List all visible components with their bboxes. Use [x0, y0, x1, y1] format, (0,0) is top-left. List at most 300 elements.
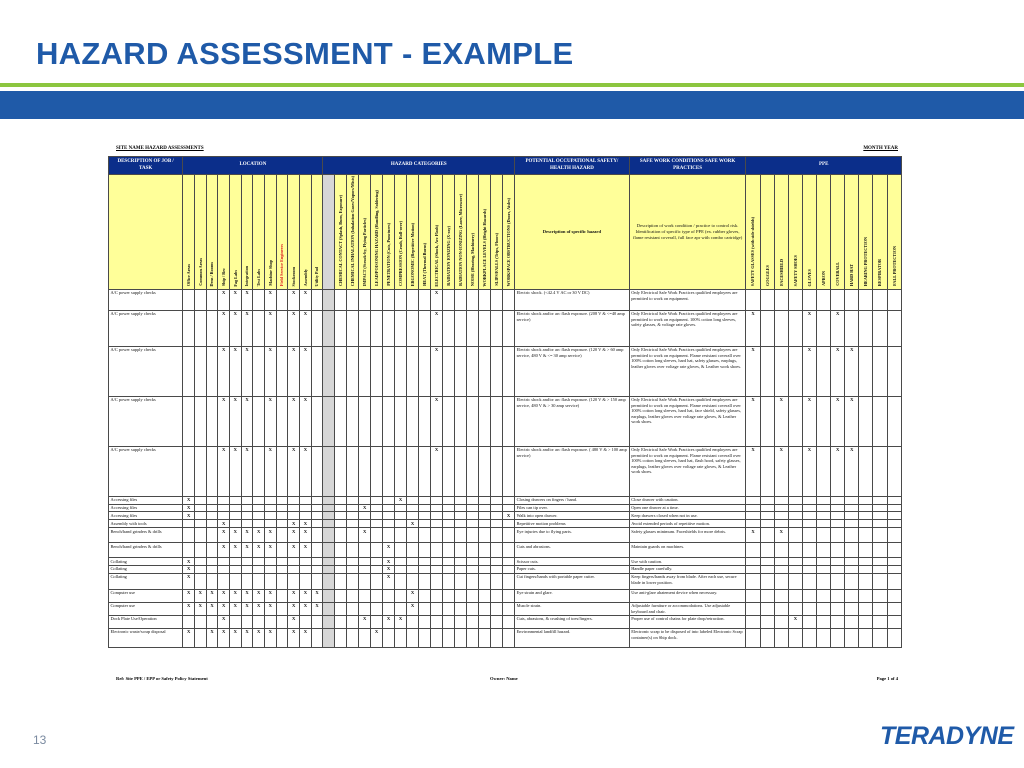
location-mark: [241, 565, 253, 573]
hazard-category-label: PENETRATION (Cuts, Punctures): [385, 223, 391, 287]
hazard-mark: [419, 512, 431, 520]
hazard-mark: [371, 615, 383, 628]
location-mark: X: [229, 528, 241, 543]
column-header-hazard-category: [490, 175, 502, 290]
condition-cell: Adjustable furniture or accommodations. Use adjustable keyboard and chair.: [629, 602, 746, 615]
location-mark: [288, 573, 300, 589]
location-label: Test Labs: [256, 268, 262, 287]
table-row: [109, 565, 902, 573]
location-mark: X: [229, 602, 241, 615]
condition-cell: Close drawer with caution.: [629, 496, 746, 504]
ppe-mark: [831, 504, 845, 512]
ppe-mark: [887, 396, 901, 446]
location-mark: X: [229, 310, 241, 346]
column-header-location: [206, 175, 218, 290]
ppe-mark: [788, 512, 802, 520]
hazard-mark: [443, 446, 455, 496]
location-mark: [194, 446, 206, 496]
ppe-mark: [788, 504, 802, 512]
location-mark: [276, 512, 288, 520]
ppe-mark: [760, 565, 774, 573]
ppe-mark: [859, 504, 873, 512]
location-mark: X: [229, 589, 241, 602]
hazard-mark: [395, 543, 407, 558]
location-mark: X: [241, 346, 253, 396]
location-mark: [183, 543, 195, 558]
ppe-mark: [873, 396, 887, 446]
column-header-location: [229, 175, 241, 290]
location-mark: [276, 289, 288, 310]
hazard-mark: [431, 496, 443, 504]
column-header-hazard-category: [431, 175, 443, 290]
location-mark: X: [288, 289, 300, 310]
hazard-mark: [419, 446, 431, 496]
location-mark: [265, 520, 277, 528]
hazard-mark: [443, 543, 455, 558]
ppe-mark: [859, 446, 873, 496]
hazard-mark: [419, 504, 431, 512]
location-mark: [276, 528, 288, 543]
hazard-mark: X: [359, 504, 371, 512]
location-mark: X: [288, 615, 300, 628]
hazard-mark: [502, 520, 514, 528]
hazard-mark: [371, 543, 383, 558]
hazard-mark: [490, 496, 502, 504]
ppe-mark: [802, 543, 816, 558]
table-row: [109, 602, 902, 615]
ppe-mark: [774, 615, 788, 628]
hazard-mark: [359, 310, 371, 346]
hazard-mark: [371, 446, 383, 496]
document-header: [108, 146, 904, 156]
location-mark: [288, 504, 300, 512]
hazard-mark: [478, 446, 490, 496]
group-location: LOCATION: [183, 157, 323, 175]
ppe-mark: [859, 289, 873, 310]
hazard-mark: [454, 446, 466, 496]
ppe-mark: [873, 573, 887, 589]
location-mark: [206, 615, 218, 628]
separator-cell: [323, 504, 335, 512]
hazard-mark: [359, 602, 371, 615]
footer-page-number: Page 1 of 4: [876, 675, 898, 681]
location-label: Machine Shop: [267, 260, 273, 287]
location-mark: [206, 512, 218, 520]
hazard-mark: [347, 628, 359, 647]
hazard-assessment-table: [108, 156, 902, 648]
ppe-mark: [873, 528, 887, 543]
hazard-mark: X: [383, 543, 395, 558]
table-row: [109, 573, 902, 589]
location-mark: [253, 289, 265, 310]
column-header-ppe: [746, 175, 760, 290]
ppe-mark: [831, 496, 845, 504]
ppe-mark: [887, 602, 901, 615]
location-mark: X: [288, 543, 300, 558]
hazard-mark: [347, 615, 359, 628]
hazard-mark: [502, 589, 514, 602]
ppe-mark: [845, 573, 859, 589]
condition-cell: Only Electrical Safe Work Practices qualified employees are permitted to work on equipment. Flame resistant coverall over 100% cotton long sleeves, hard hat, flash hood, safety glasses, earplugs, leather gloves over voltage rate gloves, & Leather work shoes.: [629, 446, 746, 496]
location-mark: X: [265, 289, 277, 310]
location-mark: [253, 520, 265, 528]
location-mark: X: [288, 310, 300, 346]
location-mark: [183, 528, 195, 543]
ppe-mark: [817, 310, 831, 346]
hazard-mark: [490, 504, 502, 512]
column-header-hazard-category: [383, 175, 395, 290]
ppe-mark: X: [746, 396, 760, 446]
ppe-mark: [845, 565, 859, 573]
hazard-mark: [490, 512, 502, 520]
hazard-mark: [395, 520, 407, 528]
hazard-mark: [407, 528, 419, 543]
hazard-mark: X: [431, 289, 443, 310]
hazard-mark: [502, 496, 514, 504]
footer-reference: Ref: Site PPE / EPP or Safety Policy Statement: [116, 675, 208, 681]
location-mark: X: [300, 346, 312, 396]
hazard-mark: [466, 573, 478, 589]
location-mark: X: [241, 396, 253, 446]
location-mark: [253, 565, 265, 573]
hazard-mark: [347, 396, 359, 446]
hazard-category-label: IMPACT (Struck-by, Flying Particles): [361, 217, 367, 287]
hazard-category-label: CHEMICAL CONTACT (Splash, Burn, Exposure): [338, 195, 343, 287]
ppe-mark: [760, 589, 774, 602]
location-mark: X: [229, 346, 241, 396]
ppe-mark: [774, 520, 788, 528]
hazard-mark: [478, 396, 490, 446]
ppe-mark: [760, 615, 774, 628]
ppe-mark: [788, 446, 802, 496]
hazard-category-label: NOISE (Hearing, Machinery): [469, 233, 475, 287]
ppe-mark: [788, 543, 802, 558]
ppe-label: SAFETY GLASSES (with side shields): [750, 216, 756, 287]
ppe-mark: [831, 602, 845, 615]
location-label: Dens / Rooms: [209, 261, 215, 287]
group-safe-work-conditions: SAFE WORK CONDITIONS SAFE WORK PRACTICES: [629, 157, 746, 175]
hazard-mark: [431, 520, 443, 528]
location-mark: [229, 504, 241, 512]
hazard-mark: [419, 520, 431, 528]
hazard-mark: [383, 602, 395, 615]
hazard-mark: [454, 615, 466, 628]
ppe-mark: [746, 543, 760, 558]
hazard-mark: [335, 396, 347, 446]
ppe-mark: [887, 573, 901, 589]
hazard-mark: [478, 496, 490, 504]
hazard-mark: [431, 528, 443, 543]
location-mark: X: [253, 628, 265, 647]
hazard-description-cell: Electric shock. (<42.4 V AC or 30 V DC): [515, 289, 630, 310]
hazard-mark: [347, 504, 359, 512]
hazard-mark: [383, 396, 395, 446]
location-mark: X: [194, 589, 206, 602]
hazard-mark: [347, 565, 359, 573]
task-cell: Electronic waste/scrap disposal: [109, 628, 183, 647]
column-header-ppe: [887, 175, 901, 290]
ppe-mark: X: [845, 446, 859, 496]
ppe-label: SAFETY SHOES: [792, 254, 798, 287]
hazard-mark: [490, 346, 502, 396]
ppe-mark: [845, 289, 859, 310]
location-mark: [300, 558, 312, 566]
hazard-mark: [431, 628, 443, 647]
location-mark: [229, 496, 241, 504]
location-mark: [276, 615, 288, 628]
location-label: Ship / Rec: [221, 268, 227, 287]
hazard-mark: [335, 573, 347, 589]
location-mark: [288, 558, 300, 566]
task-cell: Accessing files: [109, 496, 183, 504]
hazard-mark: [443, 528, 455, 543]
hazard-mark: [407, 565, 419, 573]
hazard-mark: [335, 528, 347, 543]
column-header-hazard-category: [395, 175, 407, 290]
ppe-mark: [817, 615, 831, 628]
hazard-mark: [431, 543, 443, 558]
column-header-ppe: [802, 175, 816, 290]
ppe-label: HARD HAT: [849, 264, 855, 287]
ppe-mark: [845, 520, 859, 528]
location-mark: X: [300, 589, 312, 602]
condition-cell: Keep drawers closed when not in use.: [629, 512, 746, 520]
condition-cell: Safety glasses minimum. Faceshields for more debris.: [629, 528, 746, 543]
ppe-mark: [760, 346, 774, 396]
location-mark: [206, 446, 218, 496]
hazard-mark: [490, 615, 502, 628]
location-mark: [241, 573, 253, 589]
hazard-mark: [478, 573, 490, 589]
location-mark: X: [218, 528, 230, 543]
hazard-mark: [454, 528, 466, 543]
location-mark: [311, 504, 323, 512]
hazard-mark: [359, 565, 371, 573]
ppe-label: FALL PROTECTION: [891, 246, 897, 287]
hazard-mark: [454, 496, 466, 504]
hazard-mark: X: [407, 589, 419, 602]
location-mark: X: [300, 396, 312, 446]
column-header-task: [109, 175, 183, 290]
location-mark: [194, 310, 206, 346]
ppe-label: HEARING PROTECTION: [863, 236, 869, 287]
table-row: [109, 520, 902, 528]
hazard-mark: X: [395, 615, 407, 628]
ppe-mark: X: [845, 396, 859, 446]
ppe-mark: [746, 512, 760, 520]
hazard-mark: [454, 310, 466, 346]
location-mark: X: [229, 446, 241, 496]
location-mark: [241, 615, 253, 628]
column-header-hazard-category: [466, 175, 478, 290]
location-mark: X: [194, 602, 206, 615]
hazard-mark: [347, 528, 359, 543]
hazard-description-cell: Environmental landfill hazard.: [515, 628, 630, 647]
column-header-ppe: [873, 175, 887, 290]
ppe-label: COVERALL: [835, 262, 841, 287]
column-header-row: [109, 175, 902, 290]
ppe-mark: [817, 346, 831, 396]
hazard-mark: X: [371, 628, 383, 647]
location-mark: [300, 573, 312, 589]
hazard-mark: [335, 504, 347, 512]
location-mark: [194, 520, 206, 528]
location-mark: [183, 520, 195, 528]
hazard-mark: [407, 558, 419, 566]
hazard-mark: [431, 589, 443, 602]
location-mark: [229, 573, 241, 589]
ppe-mark: [887, 310, 901, 346]
hazard-mark: [502, 558, 514, 566]
ppe-mark: [760, 602, 774, 615]
ppe-mark: [817, 543, 831, 558]
ppe-mark: [887, 565, 901, 573]
location-mark: X: [183, 512, 195, 520]
location-mark: [311, 496, 323, 504]
hazard-description-cell: Eye injuries due to flying parts.: [515, 528, 630, 543]
hazard-mark: [478, 520, 490, 528]
location-mark: X: [311, 602, 323, 615]
location-mark: X: [265, 589, 277, 602]
separator-cell: [323, 446, 335, 496]
location-mark: X: [218, 602, 230, 615]
hazard-category-label: COMPRESSION (Crush, Roll-over): [397, 221, 403, 287]
hazard-mark: [502, 543, 514, 558]
task-cell: A/C power supply checks: [109, 289, 183, 310]
hazard-mark: [454, 573, 466, 589]
task-cell: Assembly with tools: [109, 520, 183, 528]
table-row: [109, 558, 902, 566]
ppe-mark: X: [746, 528, 760, 543]
ppe-mark: [746, 504, 760, 512]
hazard-category-label: LEAD/POISONING HAZARD (Handling, Soldering): [373, 190, 379, 287]
hazard-mark: [419, 589, 431, 602]
teradyne-logo: TERADYNE: [880, 722, 1014, 750]
location-mark: [206, 573, 218, 589]
hazard-mark: [347, 543, 359, 558]
hazard-mark: [431, 602, 443, 615]
ppe-mark: [774, 289, 788, 310]
location-mark: X: [241, 310, 253, 346]
ppe-mark: [887, 615, 901, 628]
hazard-mark: [335, 512, 347, 520]
location-mark: [311, 558, 323, 566]
location-mark: [218, 496, 230, 504]
hazard-mark: [431, 504, 443, 512]
location-mark: X: [300, 446, 312, 496]
location-mark: [311, 565, 323, 573]
ppe-mark: [802, 496, 816, 504]
hazard-description-cell: Repetitive motion problems: [515, 520, 630, 528]
ppe-mark: [817, 589, 831, 602]
location-mark: X: [241, 543, 253, 558]
column-header-location: [194, 175, 206, 290]
location-mark: X: [253, 589, 265, 602]
separator-cell: [323, 589, 335, 602]
ppe-mark: [873, 589, 887, 602]
ppe-mark: [746, 589, 760, 602]
location-mark: [253, 396, 265, 446]
hazard-mark: [395, 310, 407, 346]
location-mark: [311, 346, 323, 396]
location-mark: [183, 346, 195, 396]
hazard-mark: [454, 289, 466, 310]
hazard-mark: [419, 628, 431, 647]
column-header-location: [300, 175, 312, 290]
ppe-mark: [887, 520, 901, 528]
hazard-mark: [359, 346, 371, 396]
ppe-mark: [859, 528, 873, 543]
separator-cell: [323, 558, 335, 566]
hazard-mark: [359, 520, 371, 528]
ppe-mark: [887, 512, 901, 520]
hazard-mark: [466, 628, 478, 647]
ppe-mark: [817, 565, 831, 573]
location-mark: X: [183, 504, 195, 512]
hazard-mark: [395, 512, 407, 520]
hazard-mark: [407, 573, 419, 589]
location-mark: X: [218, 346, 230, 396]
separator-cell: [323, 520, 335, 528]
location-mark: [206, 543, 218, 558]
location-mark: X: [183, 496, 195, 504]
column-header-location: [265, 175, 277, 290]
hazard-description-cell: Muscle strain.: [515, 602, 630, 615]
condition-cell: Only Electrical Safe Work Practices qualified employees are permitted to work on equipment. 100% cotton long sleeves, safety glasses, & voltage rate gloves.: [629, 310, 746, 346]
location-label: Utility Pad: [314, 266, 320, 287]
location-mark: X: [218, 615, 230, 628]
hazard-mark: [478, 565, 490, 573]
ppe-mark: [859, 602, 873, 615]
blue-header-band: [0, 91, 1024, 119]
hazard-description-cell: Electric shock and/or arc flash exposure. (120 V & > 150 amp service, 480 V & > 30 amp service): [515, 396, 630, 446]
ppe-mark: [802, 573, 816, 589]
ppe-mark: [845, 558, 859, 566]
location-mark: X: [288, 346, 300, 396]
ppe-mark: [817, 289, 831, 310]
condition-cell: Use with caution.: [629, 558, 746, 566]
hazard-mark: [395, 573, 407, 589]
hazard-mark: [466, 346, 478, 396]
location-mark: [229, 615, 241, 628]
location-mark: [265, 496, 277, 504]
separator-cell: [323, 628, 335, 647]
location-mark: [183, 396, 195, 446]
ppe-mark: [746, 573, 760, 589]
hazard-mark: [407, 543, 419, 558]
column-header-hazard-category: [454, 175, 466, 290]
ppe-mark: [831, 615, 845, 628]
column-header-location: [276, 175, 288, 290]
hazard-category-label: WORKPLACE LEVELS (Height Hazards): [481, 208, 487, 287]
location-mark: [206, 520, 218, 528]
hazard-mark: [335, 543, 347, 558]
ppe-mark: [788, 346, 802, 396]
location-mark: [218, 558, 230, 566]
location-mark: X: [218, 446, 230, 496]
hazard-description-cell: Walk into open drawer.: [515, 512, 630, 520]
ppe-mark: X: [831, 310, 845, 346]
separator-cell: [323, 573, 335, 589]
hazard-mark: [443, 496, 455, 504]
ppe-mark: [774, 310, 788, 346]
location-mark: [300, 504, 312, 512]
hazard-description-cell: Cuts, abrasions, & crushing of toes/fingers.: [515, 615, 630, 628]
location-mark: [194, 289, 206, 310]
task-cell: Computer use: [109, 602, 183, 615]
hazard-mark: [395, 446, 407, 496]
ppe-mark: [873, 602, 887, 615]
